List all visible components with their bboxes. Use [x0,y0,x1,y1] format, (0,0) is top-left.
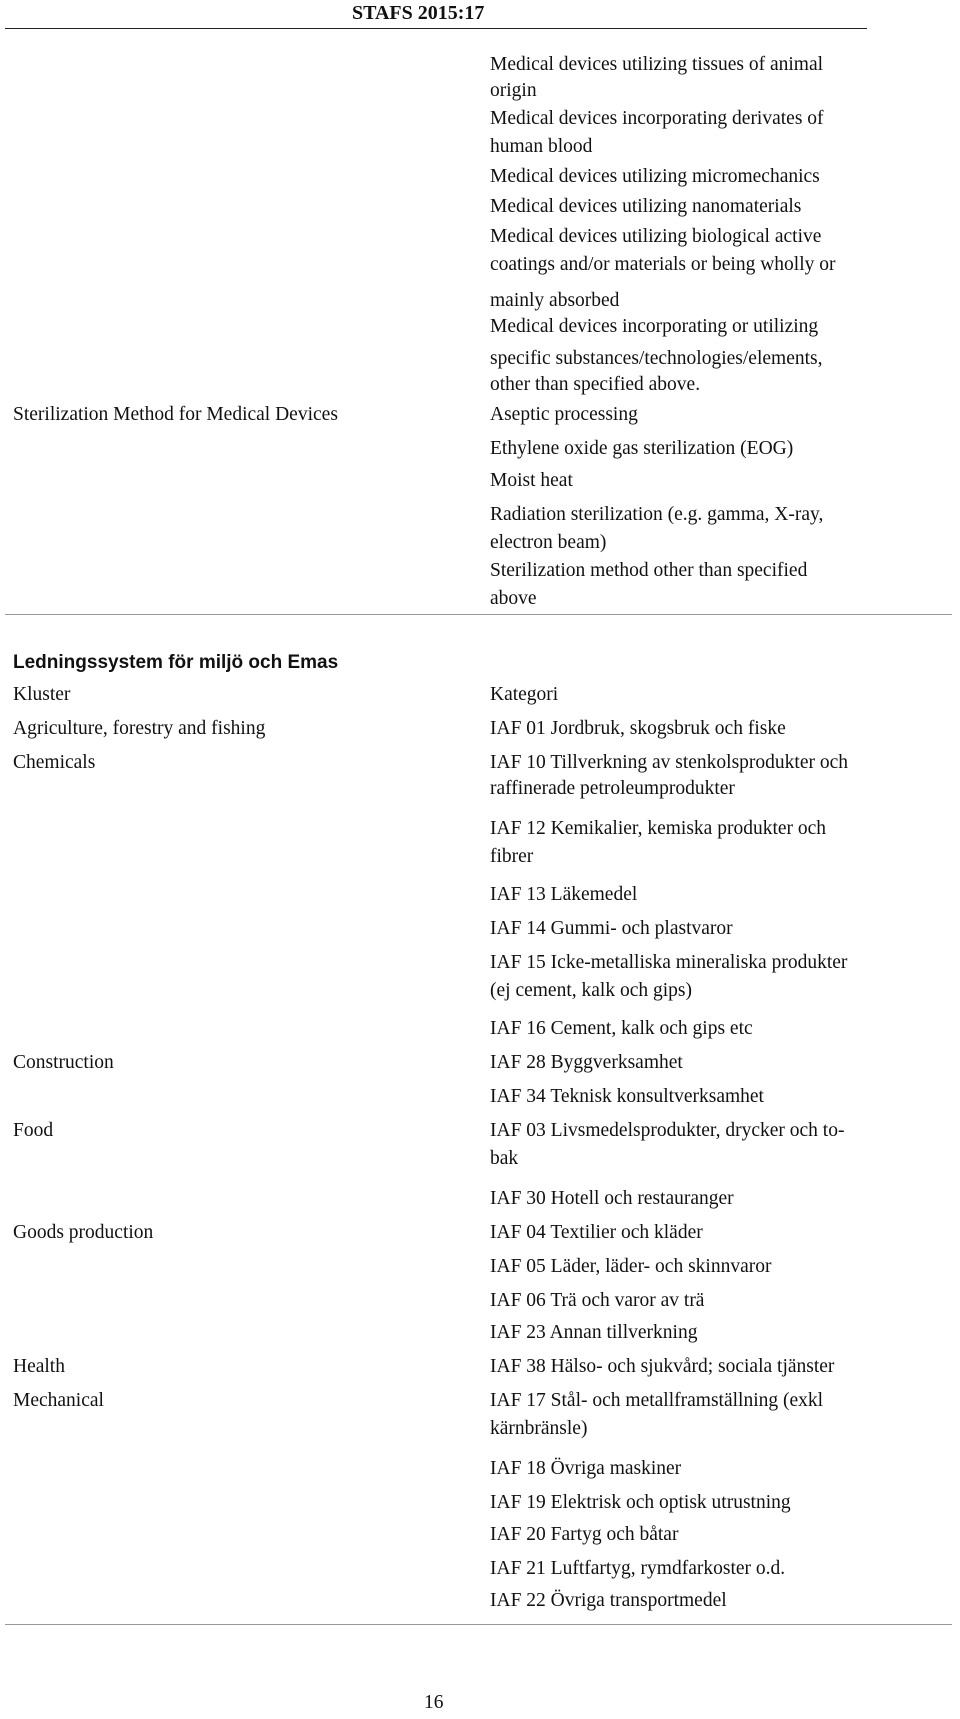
category-item: raffinerade petroleumprodukter [490,778,735,799]
cluster-item: Construction [13,1052,114,1073]
cluster-item: Mechanical [13,1390,104,1411]
medical-device-line: Medical devices utilizing biological active [490,226,822,247]
cluster-item: Health [13,1356,65,1377]
category-item: IAF 16 Cement, kalk och gips etc [490,1018,753,1039]
category-item: IAF 10 Tillverkning av stenkolsprodukter och [490,752,849,773]
header-rule [5,28,867,29]
document-header: STAFS 2015:17 [352,2,485,24]
section-title: Ledningssystem för miljö och Emas [13,652,339,673]
category-item: IAF 30 Hotell och restauranger [490,1188,734,1209]
medical-device-line: human blood [490,136,593,157]
medical-device-line: other than specified above. [490,374,701,395]
kluster-header: Kluster [13,684,71,705]
medical-device-line: mainly absorbed [490,290,620,311]
category-item: IAF 34 Teknisk konsultverksamhet [490,1086,764,1107]
medical-device-line: Medical devices incorporating or utilizing [490,316,819,337]
category-item: IAF 15 Icke-metalliska mineraliska produkter [490,952,848,973]
category-item: IAF 06 Trä och varor av trä [490,1290,705,1311]
category-item: IAF 21 Luftfartyg, rymdfarkoster o.d. [490,1558,786,1579]
page-number: 16 [424,1692,444,1713]
sterilization-item: Moist heat [490,470,573,491]
category-item: fibrer [490,846,534,867]
section-divider [5,614,952,615]
category-item: (ej cement, kalk och gips) [490,980,692,1001]
cluster-item: Goods production [13,1222,154,1243]
sterilization-item: Aseptic processing [490,404,638,425]
category-item: IAF 38 Hälso- och sjukvård; sociala tjänster [490,1356,835,1377]
category-item: IAF 20 Fartyg och båtar [490,1524,679,1545]
medical-device-line: Medical devices utilizing micromechanics [490,166,820,187]
sterilization-item: electron beam) [490,532,607,553]
medical-device-line: specific substances/technologies/elements, [490,348,823,369]
medical-device-line: Medical devices incorporating derivates of [490,108,824,129]
medical-device-line: coatings and/or materials or being wholly or [490,254,836,275]
sterilization-item: Ethylene oxide gas sterilization (EOG) [490,438,794,459]
category-item: IAF 17 Stål- och metallframställning (exkl [490,1390,824,1411]
category-item: IAF 04 Textilier och kläder [490,1222,703,1243]
medical-device-line: Medical devices utilizing tissues of animal [490,54,824,75]
cluster-item: Agriculture, forestry and fishing [13,718,266,739]
category-item: IAF 05 Läder, läder- och skinnvaror [490,1256,772,1277]
category-item: IAF 01 Jordbruk, skogsbruk och fiske [490,718,786,739]
sterilization-item: Sterilization method other than specified [490,560,808,581]
category-item: bak [490,1148,519,1169]
category-item: IAF 03 Livsmedelsprodukter, drycker och to- [490,1120,845,1141]
section-divider [5,1624,952,1625]
sterilization-item: Radiation sterilization (e.g. gamma, X-ray, [490,504,824,525]
category-item: IAF 13 Läkemedel [490,884,638,905]
cluster-item: Food [13,1120,54,1141]
category-item: IAF 19 Elektrisk och optisk utrustning [490,1492,791,1513]
category-item: kärnbränsle) [490,1418,588,1439]
category-item: IAF 22 Övriga transportmedel [490,1590,727,1611]
medical-device-line: Medical devices utilizing nanomaterials [490,196,802,217]
medical-device-line: origin [490,80,537,101]
category-item: IAF 12 Kemikalier, kemiska produkter och [490,818,827,839]
category-item: IAF 28 Byggverksamhet [490,1052,683,1073]
category-item: IAF 23 Annan tillverkning [490,1322,698,1343]
cluster-item: Chemicals [13,752,96,773]
kategori-header: Kategori [490,684,559,705]
sterilization-label: Sterilization Method for Medical Devices [13,404,338,425]
category-item: IAF 18 Övriga maskiner [490,1458,682,1479]
sterilization-item: above [490,588,537,609]
category-item: IAF 14 Gummi- och plastvaror [490,918,733,939]
